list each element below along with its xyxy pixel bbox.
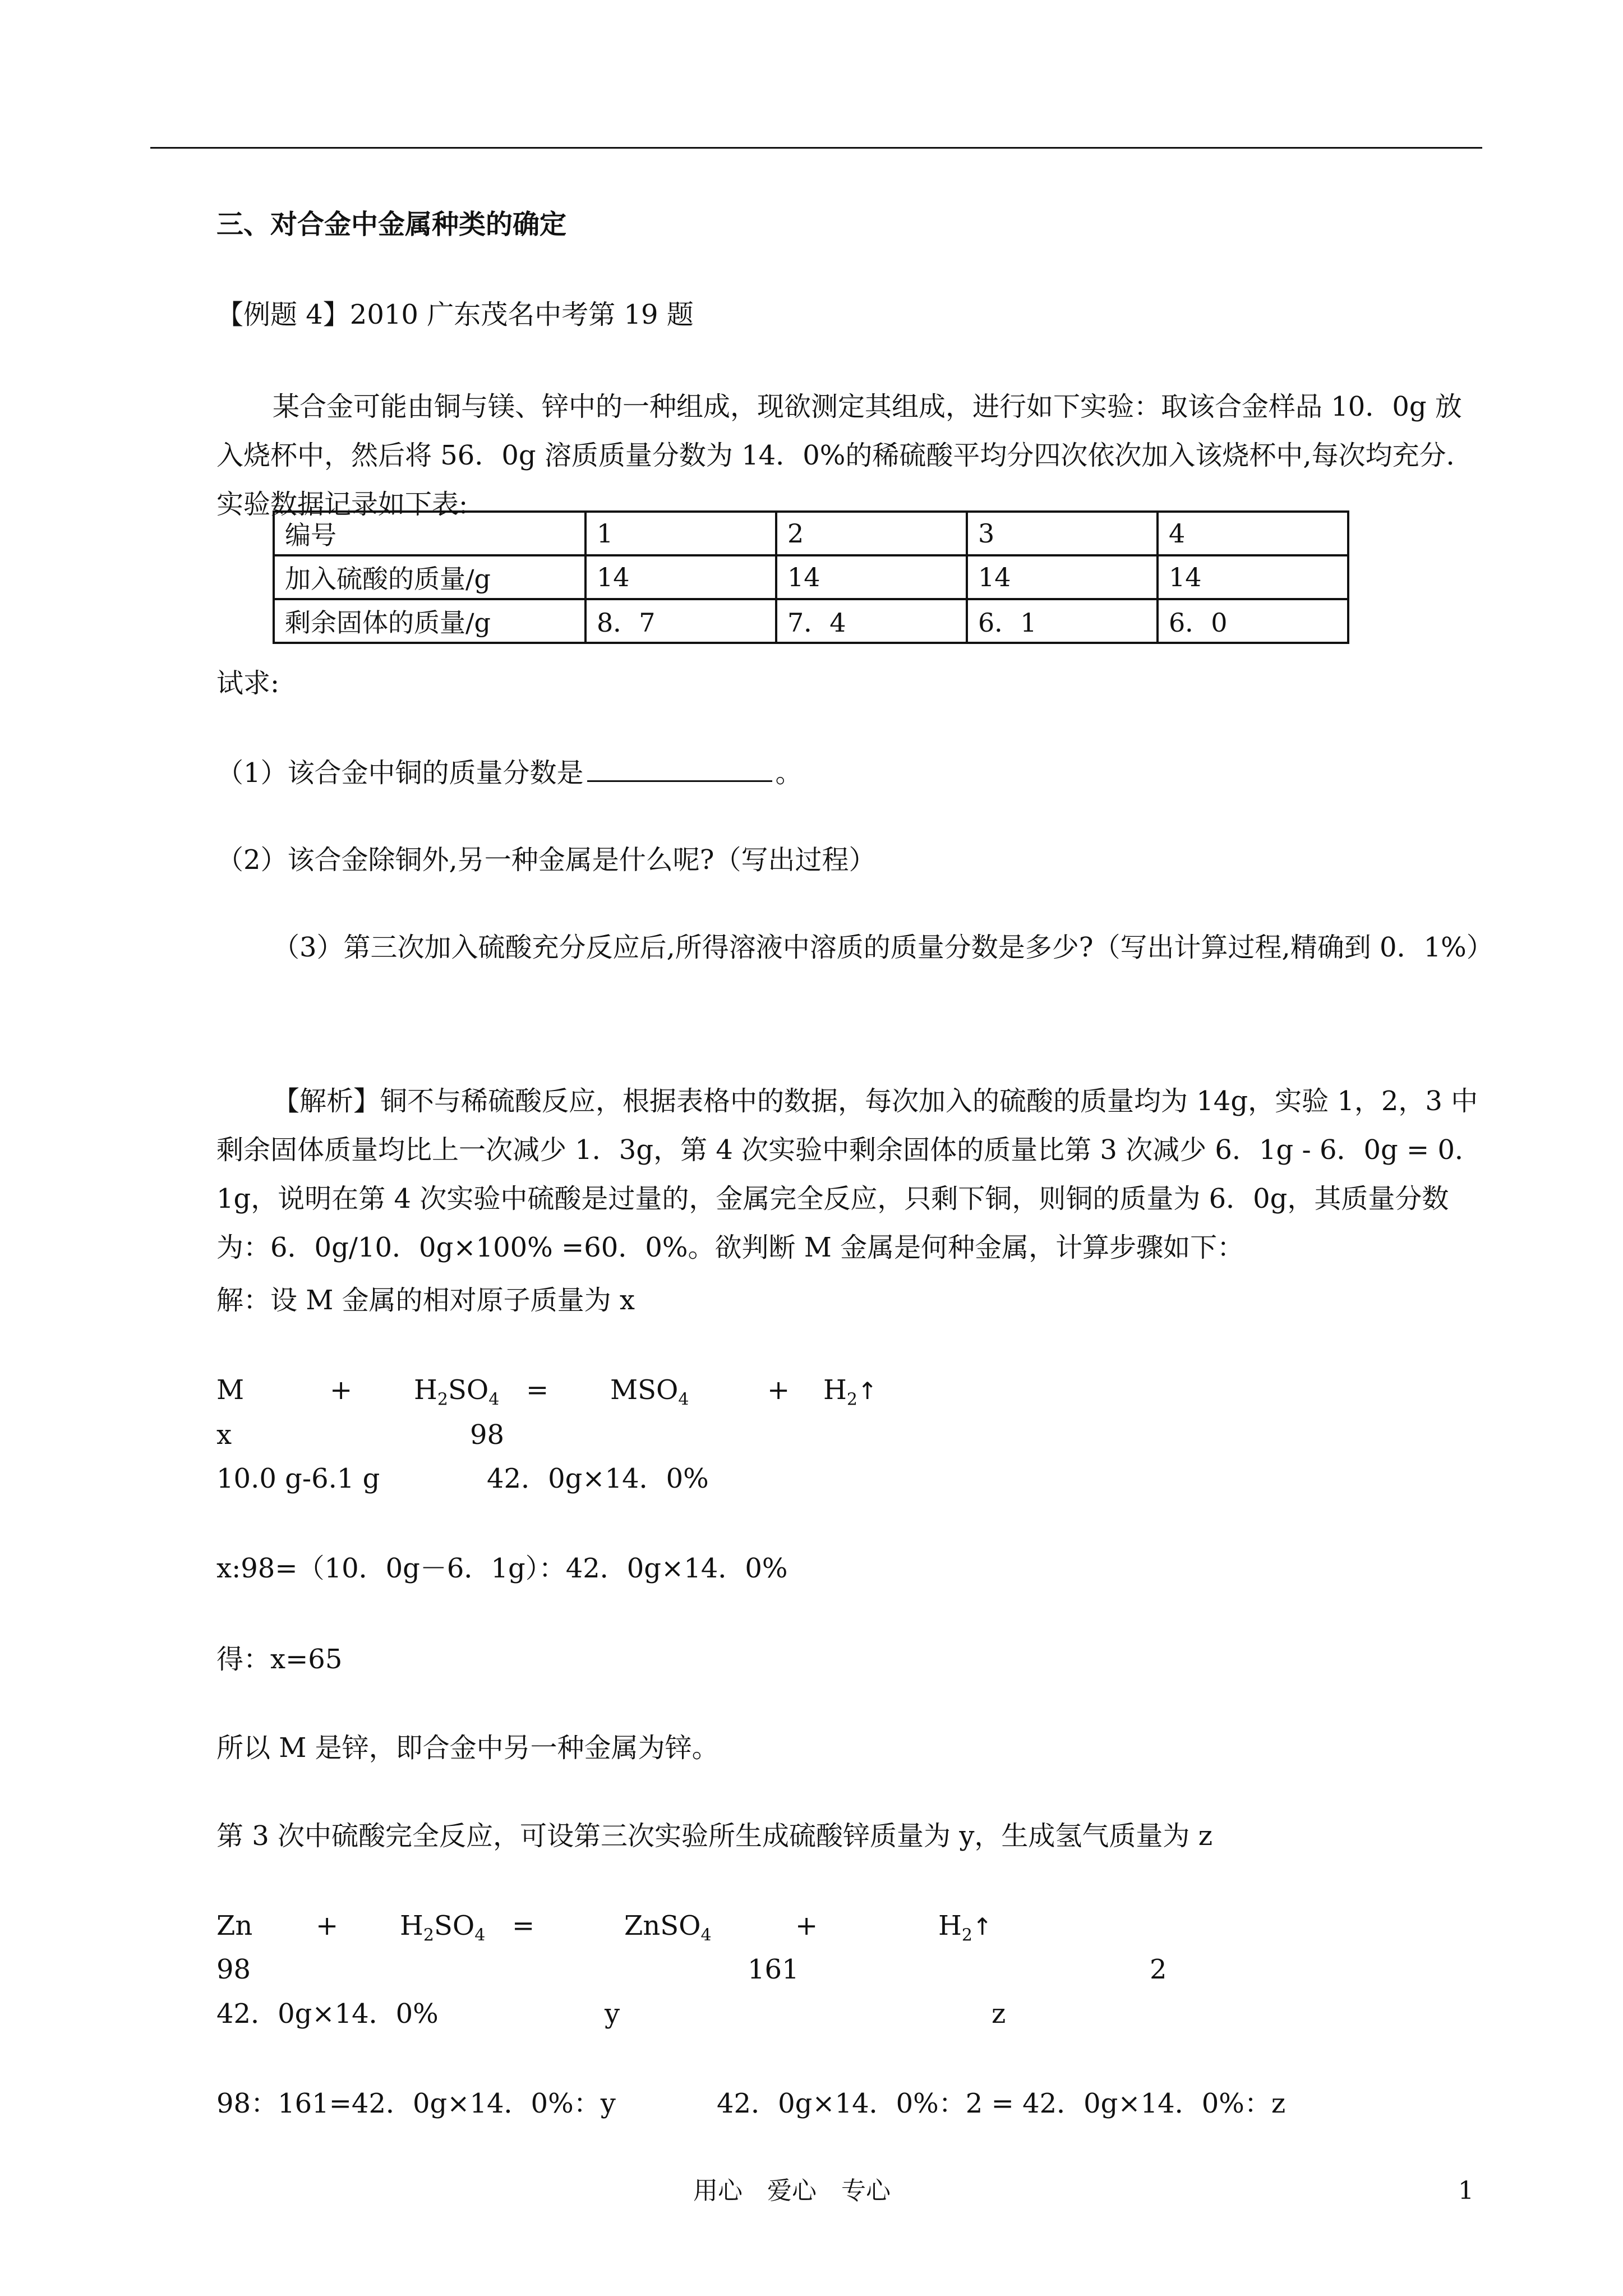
question-1-text: （1）该合金中铜的质量分数是 bbox=[216, 757, 584, 789]
result-x: 得：x=65 bbox=[216, 1644, 343, 1675]
solution-intro: 解：设 M 金属的相对原子质量为 x bbox=[216, 1285, 635, 1316]
data-table bbox=[273, 510, 1349, 644]
table-cell: 14 bbox=[1158, 555, 1348, 599]
ask-label: 试求: bbox=[216, 668, 280, 699]
eq2-h2so4: $H_2SO_4$ bbox=[400, 1910, 486, 1945]
footer-text: 用心 爱心 专心 bbox=[693, 2177, 891, 2205]
gas-arrow-icon: ↑ bbox=[972, 1913, 993, 1940]
eq1-mso4: $MSO_4$ bbox=[610, 1374, 689, 1410]
eq2-h2: $H_2↑$ bbox=[938, 1910, 993, 1945]
table-row bbox=[274, 512, 1348, 555]
eq1-row2-a: x bbox=[216, 1419, 232, 1451]
eq1-h2: $H_2↑$ bbox=[823, 1374, 878, 1410]
question-1 bbox=[216, 757, 803, 790]
eq1-m: M bbox=[216, 1374, 245, 1406]
eq2-row2-c: 2 bbox=[1150, 1954, 1167, 1985]
eq1-plus-2: + bbox=[767, 1374, 790, 1406]
table-cell: 4 bbox=[1158, 512, 1348, 555]
eq2-row2-a: 98 bbox=[216, 1954, 251, 1985]
ratio-2a: 98：161=42．0g×14．0%：y bbox=[216, 2088, 616, 2119]
table-cell: 编号 bbox=[274, 512, 585, 555]
eq1-equals: = bbox=[526, 1374, 549, 1406]
third-intro: 第 3 次中硫酸完全反应，可设第三次实验所生成硫酸锌质量为 y，生成氢气质量为 z bbox=[216, 1820, 1212, 1852]
table-cell: 14 bbox=[585, 555, 776, 599]
table-cell: 加入硫酸的质量/g bbox=[274, 555, 585, 599]
eq2-equals: = bbox=[512, 1910, 535, 1941]
ratio-1: x:98=（10．0g－6．1g）：42．0g×14．0% bbox=[216, 1553, 788, 1584]
eq1-row2-b: 98 bbox=[470, 1419, 505, 1451]
question-3: （3）第三次加入硫酸充分反应后,所得溶液中溶质的质量分数是多少?（写出计算过程,精确到 0．1%） bbox=[273, 932, 1493, 963]
page-number: 1 bbox=[1458, 2177, 1474, 2205]
table-cell: 7．4 bbox=[776, 599, 967, 643]
table-row bbox=[274, 555, 1348, 599]
table-row bbox=[274, 599, 1348, 643]
table-cell: 3 bbox=[967, 512, 1158, 555]
gas-arrow-icon: ↑ bbox=[857, 1377, 878, 1405]
table-cell: 1 bbox=[585, 512, 776, 555]
analysis-text: 【解析】铜不与稀硫酸反应，根据表格中的数据，每次加入的硫酸的质量均为 14g，实验 1，2，3 中剩余固体质量均比上一次减少 1．3g，第 4 次实验中剩余固体的质量比第 3 次减少 6．1g - 6．0g = 0．1g，说明在第 4 次实验中硫酸是过量的，金属完全反应，只剩下铜，则铜的质量为 6．0g，其质量分数为：6．0g/10．0g×100% =60．0%。欲判断 M 金属是何种金属，计算步骤如下： bbox=[216, 1085, 1482, 1263]
eq2-plus: + bbox=[316, 1910, 339, 1941]
example-label: 【例题 4】2010 广东茂名中考第 19 题 bbox=[216, 299, 694, 330]
table-cell: 8．7 bbox=[585, 599, 776, 643]
table-cell: 6．0 bbox=[1158, 599, 1348, 643]
eq2-plus-2: + bbox=[795, 1910, 818, 1941]
table-cell: 6．1 bbox=[967, 599, 1158, 643]
question-1-suffix: 。 bbox=[775, 757, 803, 789]
eq1-row3-b: 42．0g×14．0% bbox=[487, 1463, 709, 1494]
eq2-znso4: ZnSO$_4$ bbox=[624, 1910, 712, 1945]
section-title: 三、对合金中金属种类的确定 bbox=[216, 209, 567, 240]
eq2-row2-b: 161 bbox=[748, 1954, 799, 1985]
table-cell: 14 bbox=[967, 555, 1158, 599]
eq1-h2so4: $H_2SO_4$ bbox=[414, 1374, 500, 1410]
table-cell: 14 bbox=[776, 555, 967, 599]
ratio-2b: 42．0g×14．0%：2 = 42．0g×14．0%：z bbox=[717, 2088, 1286, 2119]
problem-text: 某合金可能由铜与镁、锌中的一种组成，现欲测定其组成，进行如下实验：取该合金样品 10．0g 放入烧杯中，然后将 56．0g 溶质质量分数为 14．0%的稀硫酸平均分四次依次加入该烧杯中,每次均充分．实验数据记录如下表: bbox=[216, 391, 1473, 520]
conclusion-m: 所以 M 是锌，即合金中另一种金属为锌。 bbox=[216, 1732, 719, 1764]
header-rule bbox=[150, 147, 1482, 149]
question-2: （2）该合金除铜外,另一种金属是什么呢?（写出过程） bbox=[216, 844, 876, 876]
eq1-row3-a: 10.0 g-6.1 g bbox=[216, 1463, 380, 1494]
eq2-row3-a: 42．0g×14．0% bbox=[216, 1998, 439, 2030]
table-cell: 2 bbox=[776, 512, 967, 555]
eq2-row3-c: z bbox=[992, 1998, 1006, 2030]
answer-blank bbox=[587, 758, 772, 782]
table-cell: 剩余固体的质量/g bbox=[274, 599, 585, 643]
eq1-plus: + bbox=[330, 1374, 353, 1406]
eq2-row3-b: y bbox=[605, 1998, 620, 2030]
eq2-zn: Zn bbox=[216, 1910, 253, 1941]
